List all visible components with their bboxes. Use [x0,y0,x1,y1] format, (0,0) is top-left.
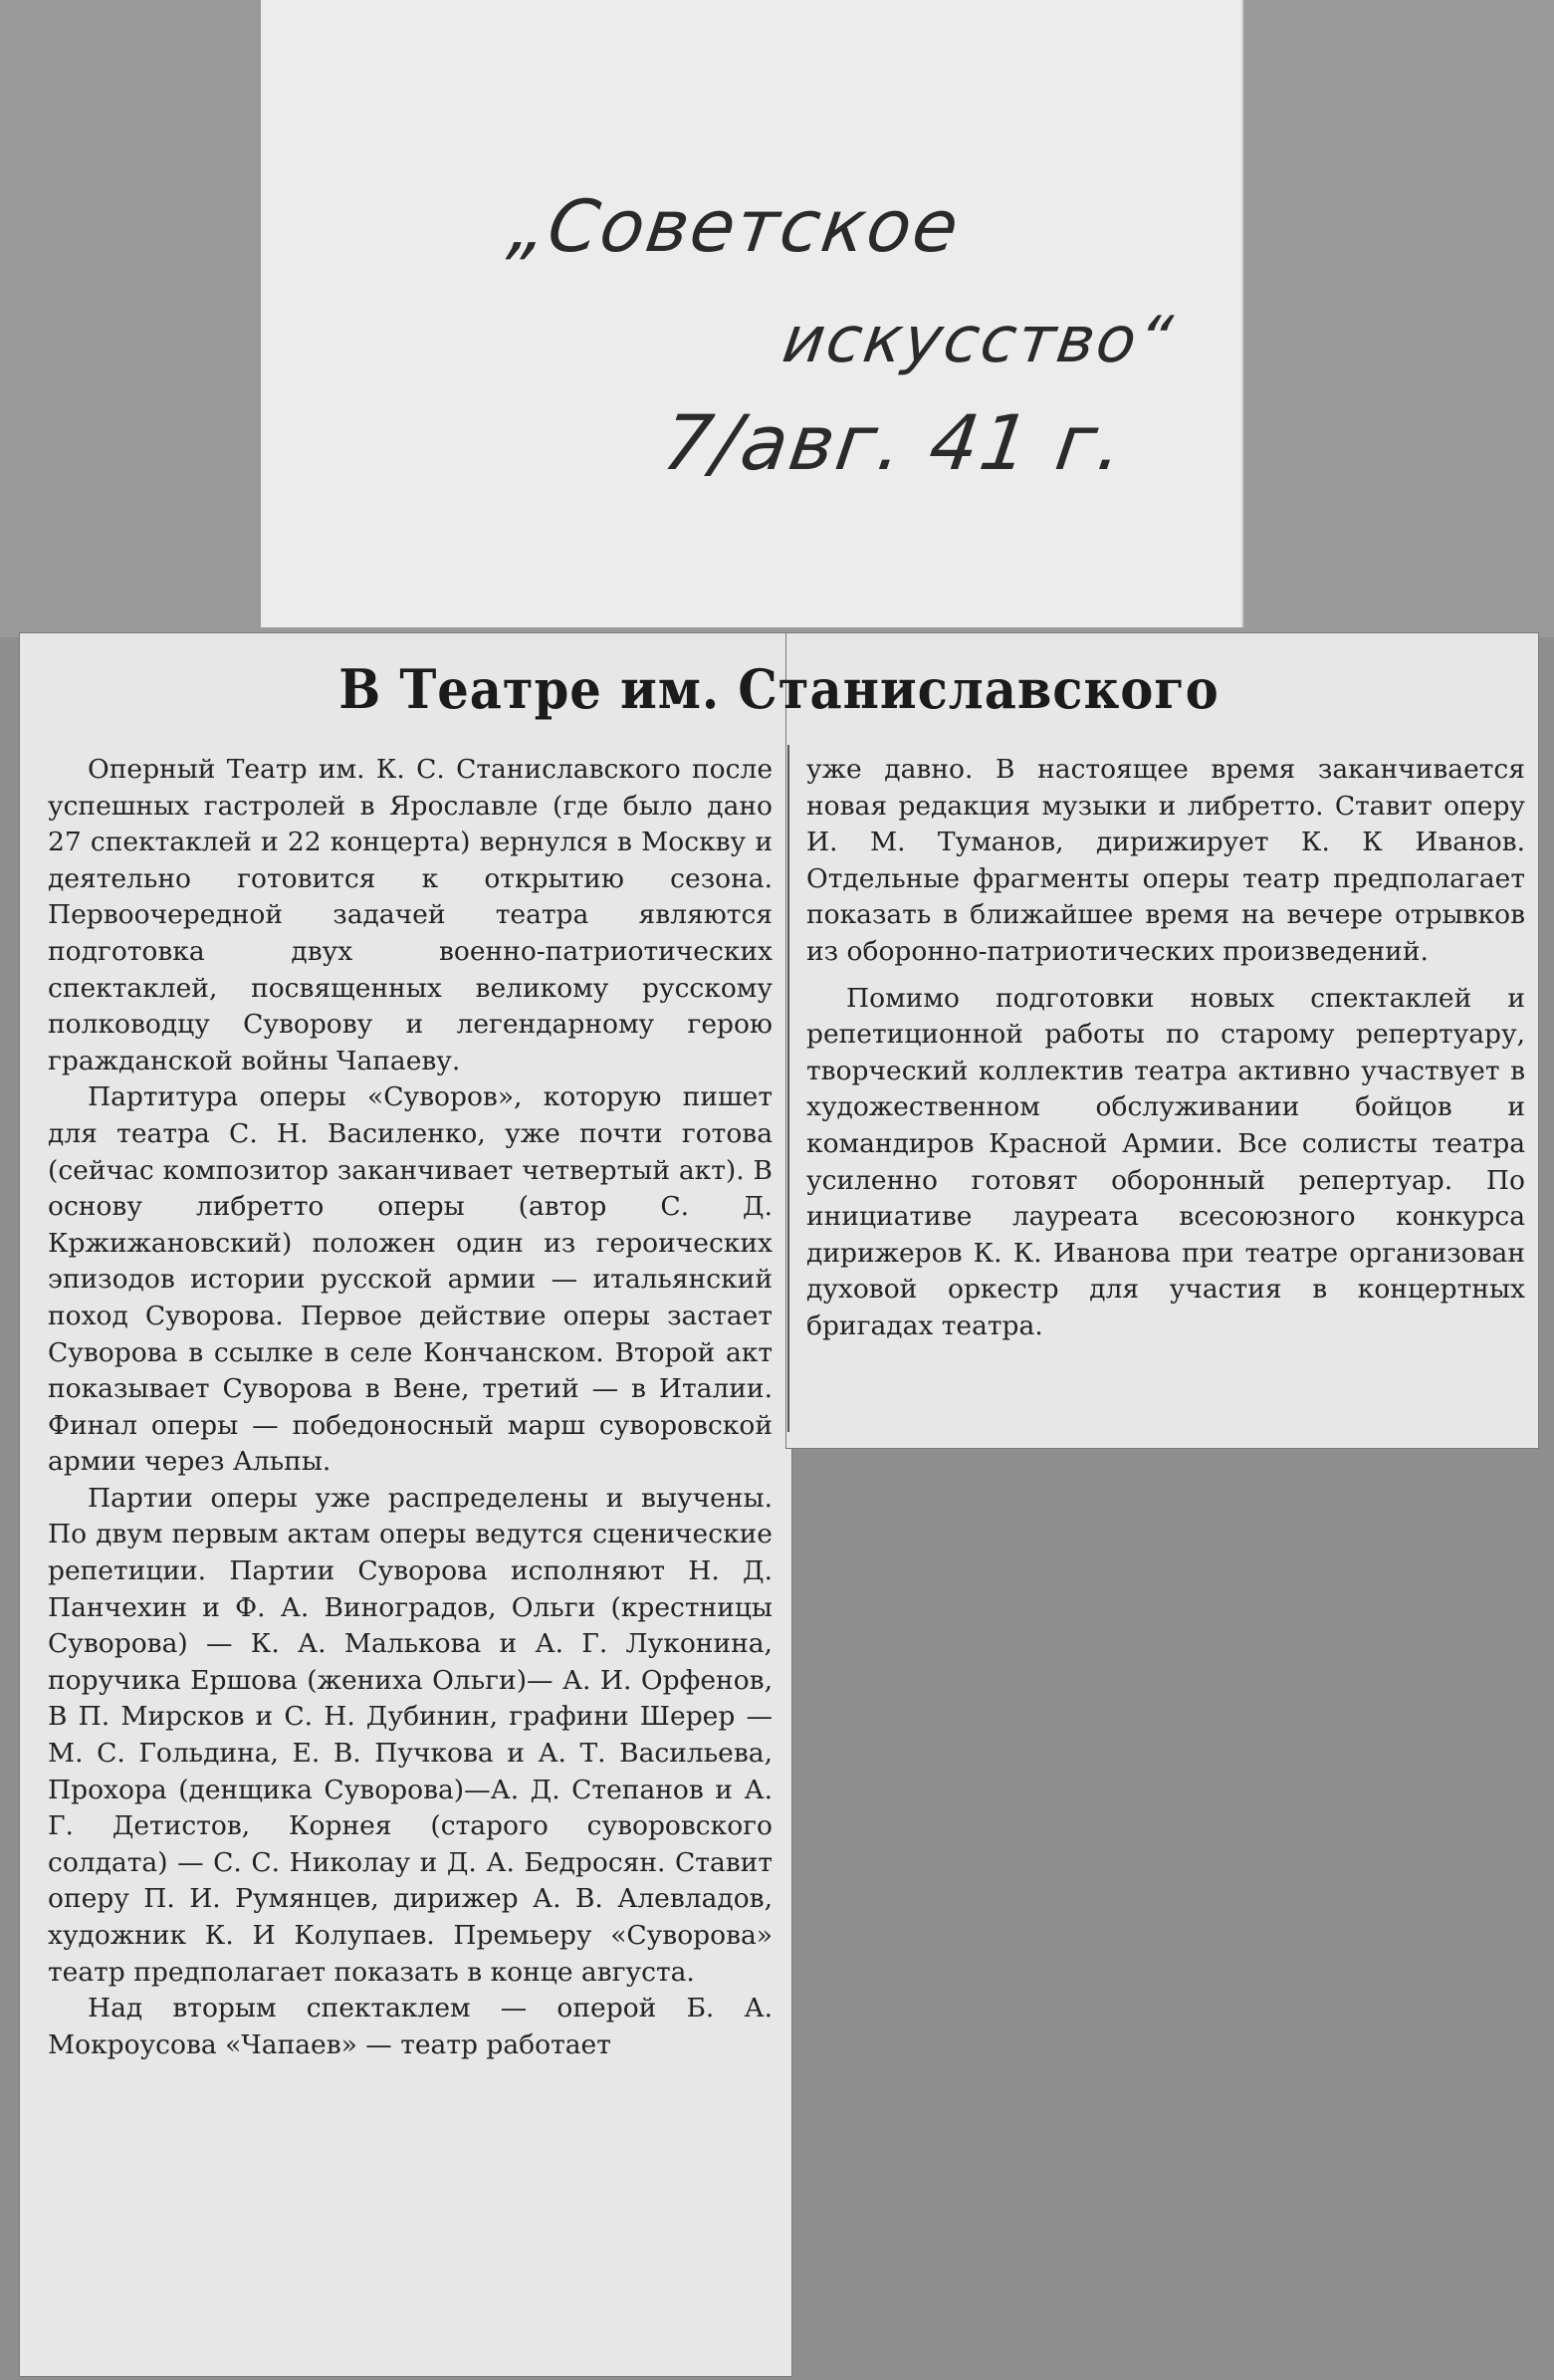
article-paragraph: Партии оперы уже распределены и выучены. По двум первым актам оперы ведутся сценические репетиции. Партии Суворова исполняют Н. Д. Панчехин и Ф. А. Виноградов, Ольги (крестницы Суворова) — К. А. Малькова и А. Г. Луконина, поручика Ершова (жениха Ольги)— А. И. Орфенов, В П. Мирсков и С. Н. Дубинин, графини Шерер — М. С. Гольдина, Е. В. Пучкова и А. Т. Васильева, Прохора (денщика Суворова)—А. Д. Степанов и А. Г. Детистов, Корнея (старого суворовского солдата) — С. С. Николау и Д. А. Бедросян. Ставит оперу П. И. Румянцев, дирижер А. В. Алевладов, художник К. И Колупаев. Премьеру «Суворова» театр предполагает показать в конце августа. [48,1482,773,1988]
article-headline: В Театре им. Станиславского [338,657,1220,721]
note-line-publication-cont: искусство“ [777,304,1179,377]
article-column-left [48,752,773,2063]
note-line-publication: „Советское [504,184,966,268]
handwritten-note-card [261,0,1243,627]
article-paragraph: Помимо подготовки новых спектаклей и репетиционной работы по старому репертуару, творческий коллектив театра активно участвует в художественном обслуживании бойцов и командиров Красной Армии. Все солисты театра усиленно готовят оборонный репертуар. По инициативе лауреата всесоюзного конкурса дирижеров К. К. Иванова при театре организован духовой оркестр для участия в концертных бригадах театра. [806,982,1525,1341]
column-divider [787,745,789,1432]
article-paragraph: уже давно. В настоящее время заканчивается новая редакция музыки и либретто. Ставит оперу И. М. Туманов, дирижирует К. К Иванов. Отдельные фрагменты оперы театр предполагает показать в ближайшее время на вечере отрывков из оборонно-патриотических произведений. [806,754,1525,967]
article-paragraph: Оперный Театр им. К. С. Станиславского после успешных гастролей в Ярославле (где было дано 27 спектаклей и 22 концерта) вернулся в Москву и деятельно готовится к открытию сезона. Первоочередной задачей театра являются подготовка двух военно-патриотических спектаклей, посвященных великому русскому полководцу Суворову и легендарному герою гражданской войны Чапаеву. [48,754,773,1076]
article-column-right [806,752,1525,1345]
article-paragraph: Партитура оперы «Суворов», которую пишет для театра С. Н. Василенко, уже почти готова (сейчас композитор заканчивает четвертый акт). В основу либретто оперы (автор С. Д. Кржижановский) положен один из героических эпизодов истории русской армии — итальянский поход Суворова. Первое действие оперы застает Суворова в ссылке в селе Кончанском. Второй акт показывает Суворова в Вене, третий — в Италии. Финал оперы — победоносный марш суворовской армии через Альпы. [48,1081,773,1478]
note-line-date: 7/авг. 41 г. [657,398,1131,487]
article-paragraph: Над вторым спектаклем — оперой Б. А. Мокроусова «Чапаев» — театр работает [48,1993,773,2060]
